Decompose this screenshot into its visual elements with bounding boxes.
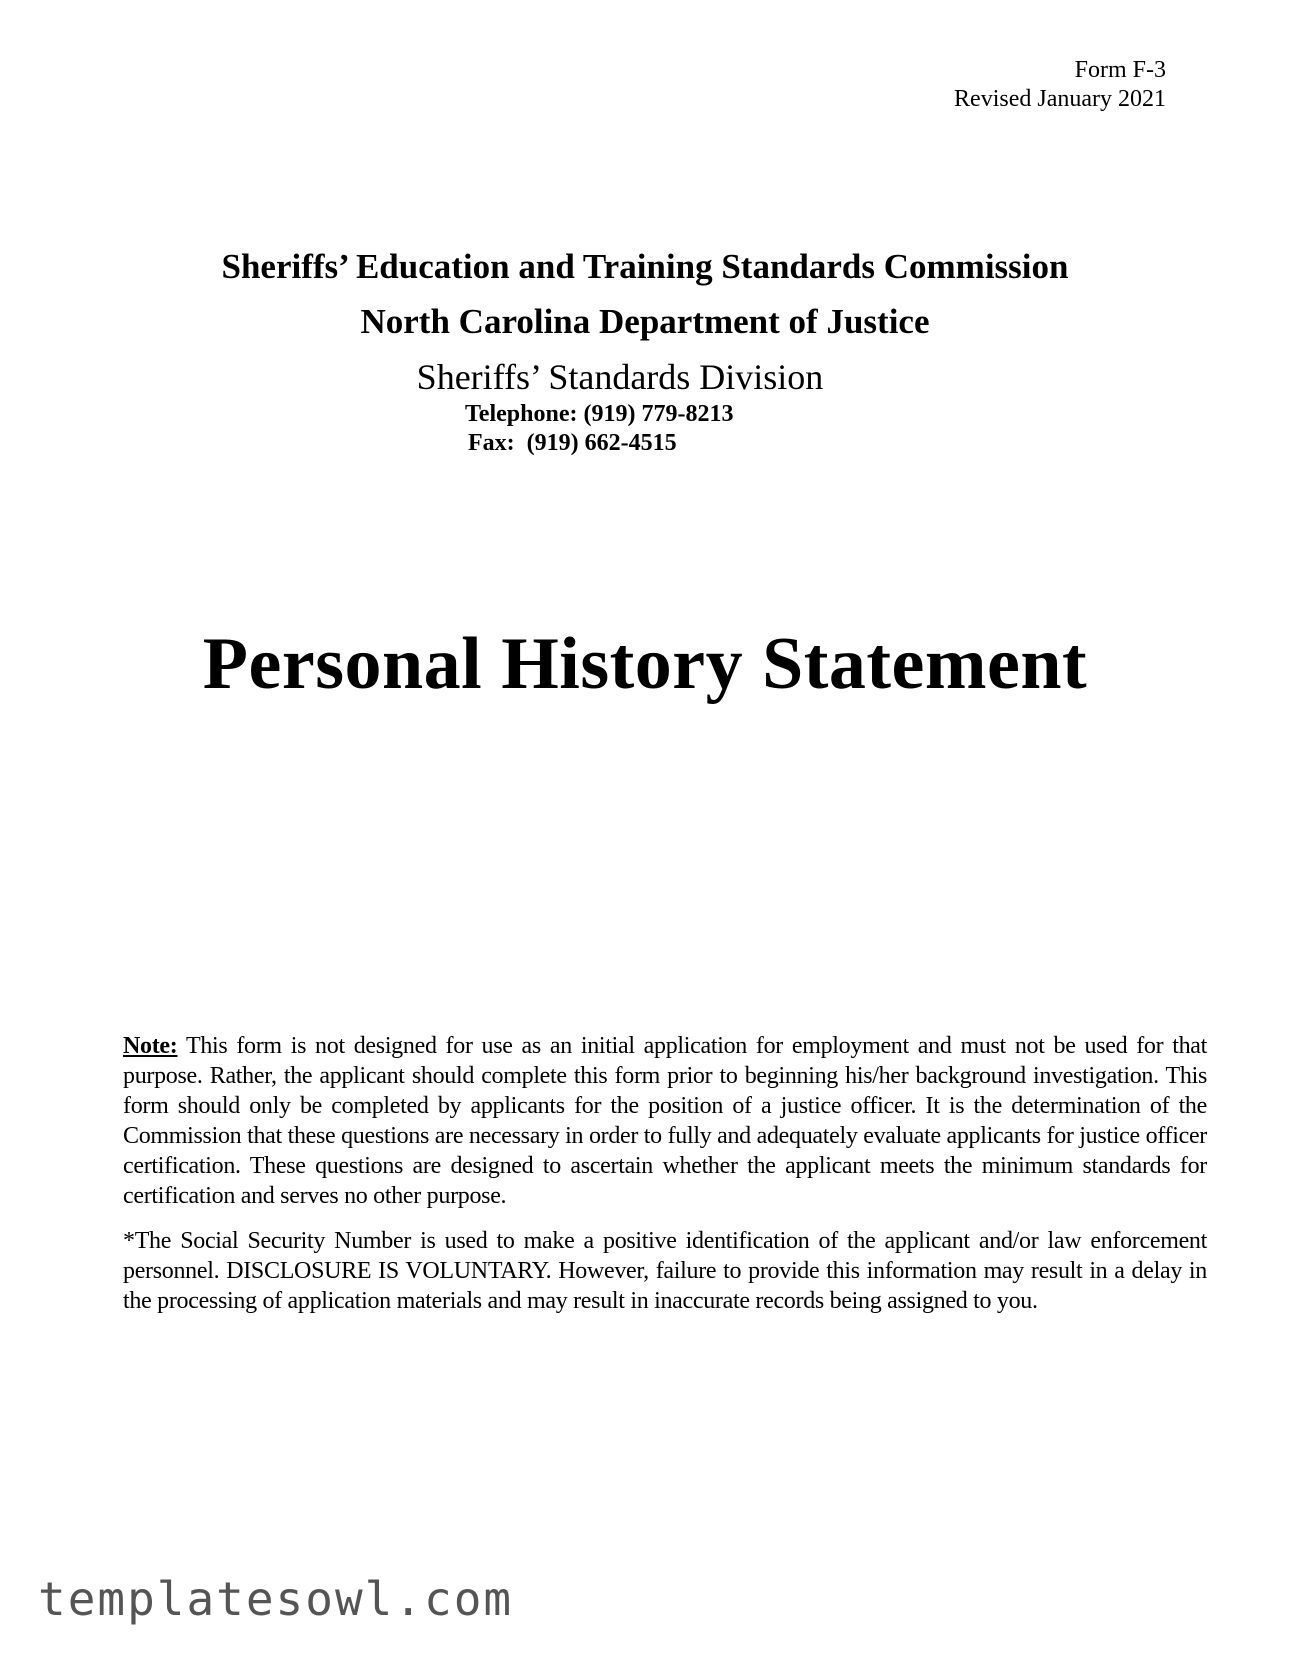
page-title: Personal History Statement — [202, 623, 1088, 705]
ssn-notice: *The Social Security Number is used to make a positive identification of the applicant and/or law enforcement personnel. DISCLOSURE IS VOLUNTARY. However, failure to provide this information may result in a delay in the processing of application materials and may result in inaccurate records being assigned to you. — [123, 1228, 1207, 1314]
form-info — [954, 56, 1166, 114]
note-paragraph — [123, 1031, 1207, 1211]
note-label: Note: — [123, 1033, 178, 1059]
division-name: Sheriffs’ Standards Division — [416, 357, 824, 397]
form-number: Form F-3 — [1074, 57, 1166, 83]
telephone: Telephone: (919) 779-8213 — [465, 401, 734, 427]
revised-date: Revised January 2021 — [954, 86, 1166, 112]
note-text: This form is not designed for use as an initial application for employment and must not be used for that purpose. Rather, the applicant should complete this form prior to beginning his/her background investigation. This form should only be completed by applicants for the position of a justice officer. It is the determination of the Commission that these questions are necessary in order to fully and adequately evaluate applicants for justice officer certification. These questions are designed to ascertain whether the applicant meets the minimum standards for certification and serves no other purpose. — [123, 1033, 1207, 1209]
department-name: North Carolina Department of Justice — [360, 302, 930, 341]
commission-name: Sheriffs’ Education and Training Standards Commission — [221, 247, 1069, 286]
fax: Fax: (919) 662-4515 — [468, 430, 677, 456]
watermark: templatesowl.com — [38, 1572, 514, 1626]
